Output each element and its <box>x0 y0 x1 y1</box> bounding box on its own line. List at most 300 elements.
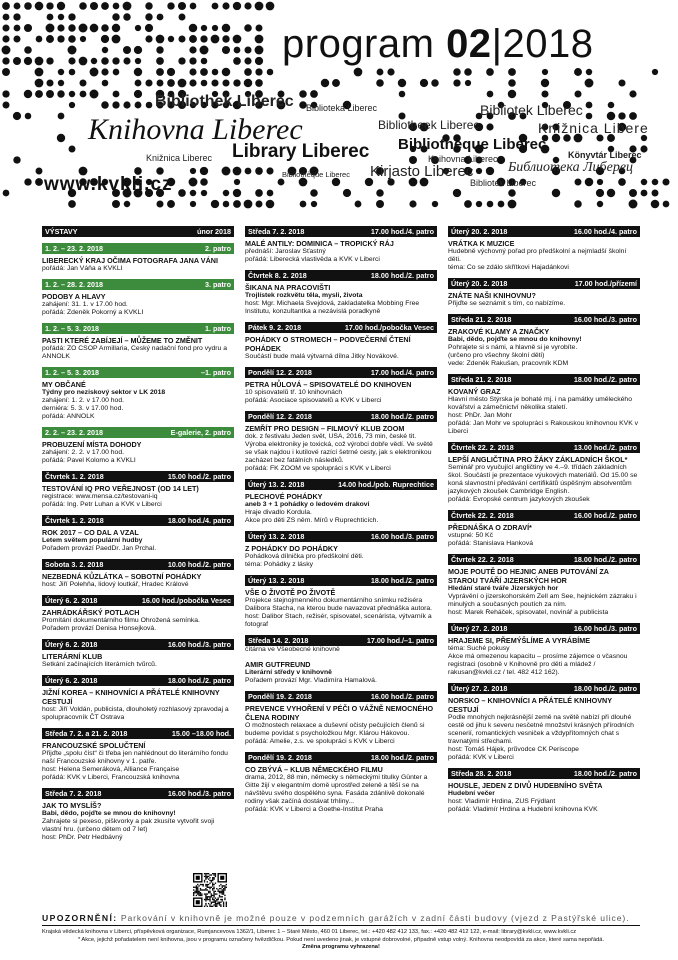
dot <box>343 189 351 197</box>
dot <box>376 200 384 208</box>
qr-module <box>196 892 197 893</box>
program-event <box>245 635 437 654</box>
event-date-bar <box>42 728 234 739</box>
qr-module <box>205 904 206 905</box>
qr-module <box>220 902 221 903</box>
qr-module <box>209 899 210 900</box>
qr-module <box>226 884 227 885</box>
library-name-fr2: Bibliothèque Liberec <box>282 170 350 179</box>
event-date-bar <box>448 683 640 694</box>
dot <box>200 167 208 175</box>
dot <box>112 13 119 20</box>
dot <box>24 90 32 98</box>
event-time-place: 18.00 hod./2. patro <box>573 374 637 384</box>
event-detail: téma: Pohádky z lásky <box>245 561 313 568</box>
library-name-pl: Biblioteka Liberec <box>306 103 378 113</box>
qr-module <box>215 891 216 892</box>
event-date: Pátek 9. 2. 2018 <box>248 322 302 332</box>
dot <box>233 167 242 176</box>
event-detail: vede: Zdeněk Rakušan, pracovník KDM <box>448 360 569 367</box>
qr-module <box>211 880 212 881</box>
dot <box>112 24 120 32</box>
qr-code[interactable] <box>193 873 227 907</box>
dot <box>266 2 275 11</box>
event-detail: zahájení: 1. 2. v 17.00 hod. <box>42 397 125 404</box>
dot <box>68 35 76 43</box>
qr-module <box>205 876 206 877</box>
event-time-place: 18.00 hod./2. patro <box>370 575 434 585</box>
event-date: Sobota 3. 2. 2018 <box>45 559 104 569</box>
dot <box>256 201 263 208</box>
qr-module <box>212 888 213 889</box>
qr-module <box>194 891 195 892</box>
program-event <box>42 471 234 509</box>
qr-module <box>209 877 210 878</box>
dot <box>223 201 230 208</box>
qr-module <box>205 874 206 875</box>
event-date-bar <box>42 323 234 334</box>
qr-module <box>226 903 227 904</box>
event-detail: host: Dalibor Stach, režisér, spisovatel, scenárista, výtvarník a fotograf <box>245 613 432 628</box>
event-date-bar <box>448 314 640 325</box>
dot <box>124 201 131 208</box>
parking-warning: UPOZORNĚNÍ: Parkování v knihovně je možné pouze v podzemních garážích v zadní části budovy (vjezd z Pastýřské ulice). <box>42 913 640 926</box>
qr-module <box>215 873 216 874</box>
dot <box>552 189 560 197</box>
dot <box>167 200 175 208</box>
program-event <box>42 427 234 465</box>
dot <box>608 102 615 109</box>
qr-module <box>205 877 206 878</box>
event-title: AMIR GUTFREUND <box>245 660 311 669</box>
dot <box>542 69 548 75</box>
qr-module <box>208 873 209 874</box>
event-detail: host: PhDr. Petr Hedbávný <box>42 834 123 841</box>
dot <box>585 178 594 187</box>
event-detail: host: Jiří Voldán, publicista, dlouholetý rozhlasový zpravodaj a spolupracovník ČT Ostrava <box>42 706 229 721</box>
qr-module <box>212 883 213 884</box>
event-subtitle: Letem světem populární hudby <box>42 537 143 544</box>
qr-module <box>205 897 206 898</box>
program-event <box>448 314 640 368</box>
event-date-bar <box>42 367 234 378</box>
event-time-place: 18.00 hod./2. patro <box>370 752 434 762</box>
dot <box>57 24 64 31</box>
event-date-bar <box>245 322 437 333</box>
qr-module <box>223 891 224 892</box>
qr-module <box>212 889 213 890</box>
qr-module <box>217 902 218 903</box>
dot <box>233 35 242 44</box>
event-detail: Pořadem provází Denisa Honsejková. <box>42 625 157 632</box>
qr-module <box>203 885 204 886</box>
event-detail: derniéra: 5. 3. v 17.00 hod. <box>42 405 124 412</box>
event-detail: drama, 2012, 88 min, německy s německými titulky Günter a Gitte žijí v elegantním domě uprostřed zeleně a těší se na návštěvu svého dospělého syna. Fasáda zdánlivě dokonalé rodiny však začíná dostávat trhliny... <box>245 774 428 805</box>
dot <box>266 167 273 174</box>
qr-module <box>217 903 218 904</box>
program-event <box>448 442 640 504</box>
dot <box>574 68 582 76</box>
event-time-place: 16.00 hod./pobočka Vesec <box>141 595 231 605</box>
qr-module <box>205 884 206 885</box>
dot <box>453 189 461 197</box>
dot <box>101 57 109 65</box>
qr-module <box>196 885 197 886</box>
program-event <box>42 367 234 421</box>
qr-module <box>209 880 210 881</box>
dot <box>112 200 120 208</box>
event-time-place: 18.00 hod./2. patro <box>573 768 637 778</box>
event-date: Čtvrtek 1. 2. 2018 <box>45 471 104 481</box>
qr-module <box>213 895 214 896</box>
dot <box>101 24 109 32</box>
event-date: Úterý 13. 2. 2018 <box>248 479 305 489</box>
dot <box>91 58 97 64</box>
dot <box>36 36 43 43</box>
event-title: LEPŠÍ ANGLIČTINA PRO ŽÁKY ZÁKLADNÍCH ŠKOL* <box>448 455 628 464</box>
qr-module <box>209 874 210 875</box>
dot <box>178 2 186 10</box>
dot <box>574 90 581 97</box>
dot <box>69 146 76 153</box>
event-detail: pořádá: Jan Mohr ve spolupráci s Rakouskou knihovnou KVK v Liberci <box>448 420 639 435</box>
qr-module <box>203 889 204 890</box>
dot <box>134 46 142 54</box>
program-event <box>42 728 234 782</box>
dot <box>420 79 428 87</box>
program-change-note: Změna programu vyhrazena! <box>302 944 380 950</box>
dot <box>68 200 76 208</box>
event-detail: pořádá: KVK v Liberci, Francouzská knihovna <box>42 774 180 781</box>
event-title: NEZBEDNÁ KŮZLÁTKA – SOBOTNÍ POHÁDKY <box>42 572 202 581</box>
qr-module <box>197 893 198 894</box>
dot <box>332 178 340 186</box>
qr-module <box>209 897 210 898</box>
program-event <box>448 623 640 677</box>
event-title: LITERÁRNÍ KLUB <box>42 652 103 661</box>
qr-module <box>223 906 224 907</box>
event-date: Úterý 27. 2. 2018 <box>451 683 508 693</box>
event-title: ZRAKOVÉ KLAMY A ZNAČKY <box>448 327 550 336</box>
event-title: JIŽNÍ KOREA – KNIHOVNÍCI A PŘÁTELÉ KNIHOVNY CESTUJÍ <box>42 688 220 706</box>
dot <box>24 46 32 54</box>
qr-module <box>204 876 205 877</box>
qr-module <box>211 887 212 888</box>
dot <box>629 200 638 209</box>
qr-module <box>226 906 227 907</box>
event-date: Středa 7. 2. 2018 <box>45 788 102 798</box>
qr-module <box>223 889 224 890</box>
event-time-place: únor 2018 <box>197 226 231 236</box>
event-subtitle: Hledání staré tváře Jizerských hor <box>448 585 559 592</box>
qr-module <box>207 899 208 900</box>
qr-module <box>212 895 213 896</box>
qr-module <box>209 900 210 901</box>
dot <box>222 79 229 86</box>
qr-module <box>216 899 217 900</box>
event-title: LIBERECKÝ KRAJ OČIMA FOTOGRAFA JANA VÁNI <box>42 256 218 265</box>
qr-module <box>211 902 212 903</box>
program-event <box>42 675 234 722</box>
dot <box>574 200 582 208</box>
dot <box>409 200 416 207</box>
qr-module <box>215 906 216 907</box>
dot <box>24 24 32 32</box>
event-subtitle: Týdny pro neziskový sektor v LK 2018 <box>42 389 166 396</box>
qr-module <box>201 893 202 894</box>
dot <box>233 189 241 197</box>
program-event <box>42 788 234 842</box>
dot <box>101 68 108 75</box>
program-event <box>448 226 640 272</box>
dot <box>79 79 86 86</box>
qr-module <box>205 889 206 890</box>
event-date-bar <box>245 531 437 542</box>
dot <box>200 178 208 186</box>
program-event <box>245 270 437 316</box>
dot <box>80 36 86 42</box>
qr-module <box>215 874 216 875</box>
qr-module <box>204 889 205 890</box>
dot <box>190 168 196 174</box>
qr-module <box>216 903 217 904</box>
dot <box>123 13 130 20</box>
dot <box>14 3 21 10</box>
qr-module <box>212 899 213 900</box>
qr-module <box>197 888 198 889</box>
event-detail: Pohádková dílnička pro předškolní děti. <box>245 553 364 560</box>
dot <box>508 79 516 87</box>
qr-module <box>209 896 210 897</box>
qr-module <box>198 891 199 892</box>
event-detail: host: Tomáš Hájek, průvodce CK Periscope <box>448 746 579 753</box>
dot <box>58 14 64 20</box>
event-title: PREVENCE VYHOŘENÍ V PÉČI O VÁŽNĚ NEMOCNÉHO ČLENA RODINY <box>245 704 434 722</box>
dot <box>57 134 65 142</box>
qr-module <box>217 897 218 898</box>
qr-module <box>217 899 218 900</box>
dot <box>58 69 64 75</box>
qr-module <box>200 889 201 890</box>
dot <box>179 14 186 21</box>
dot <box>354 68 363 77</box>
dot <box>189 68 196 75</box>
event-date: Středa 14. 2. 2018 <box>248 635 309 645</box>
dot <box>607 189 615 197</box>
event-subtitle: Hudební večer <box>448 790 495 797</box>
qr-module <box>201 895 202 896</box>
event-time-place: 18.00 hod./2. patro <box>573 683 637 693</box>
qr-module <box>226 904 227 905</box>
dot <box>2 90 9 97</box>
event-time-place: 16.00 hod./3. patro <box>370 531 434 541</box>
event-date-bar <box>42 559 234 570</box>
qr-module <box>226 902 227 903</box>
event-detail: pořádá: Ing. Petr Luhan a KVK v Liberci <box>42 501 162 508</box>
qr-module <box>213 891 214 892</box>
dot <box>3 14 10 21</box>
event-date-bar <box>245 752 437 763</box>
event-time-place: 3. patro <box>205 279 231 289</box>
dot <box>310 90 318 98</box>
dot <box>46 2 53 9</box>
event-date: VÝSTAVY <box>45 226 78 236</box>
qr-module <box>204 873 205 874</box>
dot <box>332 79 340 87</box>
dot <box>432 201 438 207</box>
qr-module <box>222 899 223 900</box>
event-title: MY OBČANÉ <box>42 380 86 389</box>
qr-module <box>212 906 213 907</box>
dot <box>2 46 11 55</box>
qr-module <box>220 904 221 905</box>
dot <box>255 79 263 87</box>
dot <box>102 47 108 53</box>
event-title: ZNÁTE NAŠI KNIHOVNU? <box>448 291 536 300</box>
dot <box>46 90 54 98</box>
library-name-no: Bibliotek Liberec <box>470 178 537 188</box>
dot <box>508 189 515 196</box>
qr-module <box>207 873 208 874</box>
qr-module <box>219 895 220 896</box>
dot <box>123 57 130 64</box>
dot <box>486 68 494 76</box>
dot <box>69 91 75 97</box>
qr-module <box>222 891 223 892</box>
event-time-place: 17.00 hod./–1. patro <box>366 635 434 645</box>
qr-module <box>211 893 212 894</box>
event-detail: pořádá: Stanislava Hanková <box>448 540 534 547</box>
dot <box>178 35 185 42</box>
event-title: TESTOVÁNÍ IQ PRO VEŘEJNOST (OD 14 LET) <box>42 484 199 493</box>
dot <box>299 90 307 98</box>
event-title: MOJE POUTĚ DO HEJNIC ANEB PUTOVÁNÍ ZA STAROU TVÁŘÍ JIZERSKÝCH HOR <box>448 567 609 585</box>
dot <box>3 190 10 197</box>
event-date-bar <box>448 278 640 289</box>
library-name-de: Bibliothek Liberec <box>155 93 294 110</box>
qr-module <box>215 902 216 903</box>
dot <box>508 90 516 98</box>
qr-module <box>208 878 209 879</box>
dot <box>113 3 120 10</box>
dot <box>90 2 98 10</box>
dot <box>135 25 141 31</box>
qr-module <box>220 899 221 900</box>
event-detail: Promítání dokumentárního filmu Ohrožená semínka. <box>42 617 200 624</box>
qr-module <box>223 904 224 905</box>
event-title: HOUSLE, JEDEN Z DIVŮ HUDEBNÍHO SVĚTA <box>448 781 603 790</box>
dot <box>541 90 548 97</box>
qr-module <box>220 884 221 885</box>
event-date: 1. 2. – 5. 3. 2018 <box>45 323 99 333</box>
event-time-place: 15.00 hod./2. patro <box>167 471 231 481</box>
qr-module <box>194 892 195 893</box>
dot <box>178 79 187 88</box>
library-name-fr: Bibliothèque Liberec <box>398 136 547 153</box>
qr-module <box>222 887 223 888</box>
dot <box>157 14 164 21</box>
event-time-place: 13.00 hod./2. patro <box>573 442 637 452</box>
qr-module <box>205 878 206 879</box>
dot <box>2 101 9 108</box>
dot <box>35 57 44 66</box>
event-title: VRÁTKA K MUZICE <box>448 239 515 248</box>
event-date-bar <box>448 510 640 521</box>
program-event <box>42 595 234 633</box>
dot <box>200 68 208 76</box>
event-title: Z POHÁDKY DO POHÁDKY <box>245 544 338 553</box>
qr-module <box>220 891 221 892</box>
qr-module <box>196 891 197 892</box>
event-detail: host: Mgr. Michaela Švejdová, zakladatelka Mobbing Free Institutu, konzultantka a nezávislá poradkyně <box>245 300 420 315</box>
event-date: Úterý 6. 2. 2018 <box>45 639 98 649</box>
dot <box>255 68 262 75</box>
qr-module <box>224 897 225 898</box>
event-date-bar <box>448 623 640 634</box>
dot <box>586 69 592 75</box>
event-detail: pořádá: Pavel Kolomo a KVKLI <box>42 457 136 464</box>
library-name-cz: Knihovna Liberec <box>88 113 303 146</box>
event-date-bar <box>448 442 640 453</box>
qr-module <box>212 902 213 903</box>
event-title: ŠIKANA NA PRACOVIŠTI <box>245 283 331 292</box>
event-time-place: 18.00 hod./2. patro <box>370 270 434 280</box>
qr-module <box>219 885 220 886</box>
dot <box>2 24 9 31</box>
qr-module <box>208 887 209 888</box>
dot <box>212 25 218 31</box>
event-time-place: 17.00 hod./pobočka Vesec <box>344 322 434 332</box>
event-detail: pořádá: KVK v Liberci <box>448 754 514 761</box>
dot <box>156 68 164 76</box>
event-title: FRANCOUZSKÉ SPOLUČTENÍ <box>42 741 146 750</box>
program-event <box>245 575 437 629</box>
website-url[interactable]: www.kvkli.cz <box>44 174 173 195</box>
event-detail: host: Jiří Polehňa, lidový loutkář, Hradec Králové <box>42 581 189 588</box>
dot <box>586 113 593 120</box>
qr-module <box>219 903 220 904</box>
dot <box>641 179 648 186</box>
dot <box>146 102 153 109</box>
dot <box>597 179 603 185</box>
dot <box>134 68 142 76</box>
qr-module <box>208 891 209 892</box>
qr-module <box>200 895 201 896</box>
event-detail: pořádá: Liberecká vlastivěda a KVK v Liberci <box>245 256 380 263</box>
dot <box>135 58 141 64</box>
qr-module <box>223 893 224 894</box>
qr-module <box>219 891 220 892</box>
event-date: Úterý 6. 2. 2018 <box>45 595 98 605</box>
qr-module <box>222 889 223 890</box>
dot <box>90 90 99 99</box>
event-detail: pořádá: Asociace spisovatelů a KVK v Liberci <box>245 397 382 404</box>
dot <box>189 57 196 64</box>
event-date: 1. 2. – 5. 3. 2018 <box>45 367 99 377</box>
dot <box>255 35 264 44</box>
qr-module <box>224 888 225 889</box>
dot <box>311 201 317 207</box>
dot <box>278 179 285 186</box>
event-date: 2. 2. – 23. 2. 2018 <box>45 427 103 437</box>
program-event <box>42 323 234 361</box>
qr-module <box>216 893 217 894</box>
event-detail: dok. z festivalu Jeden svět, USA, 2016, 73 min, české tit. Výroba elektroniky je toxická, což výrobci dobře vědí. Ve světě se však najdou i kutilové razící šetrné cesty, jak s elektronikou zacházet bez fatálních následků. <box>245 433 433 464</box>
event-date: Čtvrtek 22. 2. 2018 <box>451 554 514 564</box>
event-detail: zahájení: 2. 2. v 17.00 hod. <box>42 449 125 456</box>
dot <box>58 113 65 120</box>
dot <box>189 79 196 86</box>
